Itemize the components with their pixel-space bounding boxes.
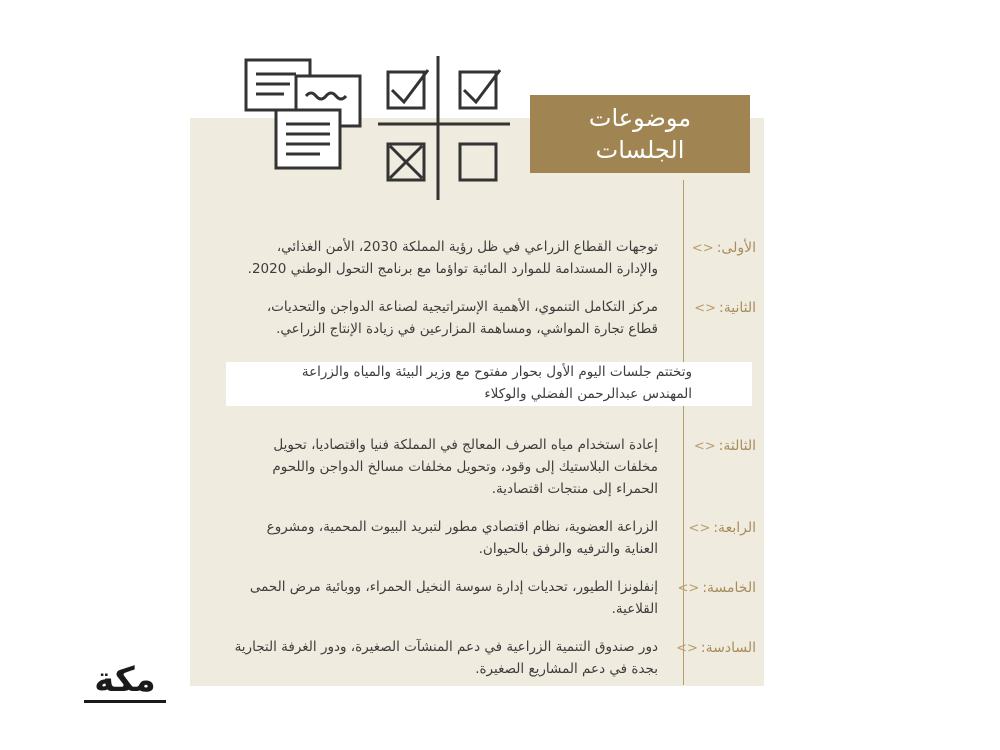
- session-3-label: الثالثة:: [718, 438, 756, 454]
- arrow-icon: <>: [694, 301, 716, 316]
- arrow-icon: <>: [677, 581, 700, 596]
- logo-underline: [84, 700, 166, 703]
- session-5-label: الخامسة:: [702, 580, 756, 596]
- closing-statement: [226, 362, 752, 406]
- session-2-text: [138, 296, 658, 340]
- arrow-icon: <>: [676, 641, 698, 656]
- session-6-label: السادسة:: [700, 640, 756, 656]
- session-6: [140, 636, 756, 686]
- session-3-line-1: إعادة استخدام مياه الصرف المعالج في المملكة فنيا واقتصاديا، تحويل: [273, 437, 658, 453]
- session-2-label: الثانية:: [719, 300, 756, 316]
- session-5-line-1: إنفلونزا الطيور، تحديات إدارة سوسة النخيل الحمراء، ووبائية مرض الحمى: [249, 579, 658, 595]
- title-box: [530, 95, 750, 173]
- session-1-text: [138, 236, 658, 280]
- session-3: [140, 434, 756, 504]
- arrow-icon: <>: [688, 521, 711, 536]
- session-3-line-2: مخلفات البلاستيك إلى وقود، وتحويل مخلفات مسالخ الدواجن واللحوم: [272, 459, 658, 475]
- session-4: [140, 516, 756, 566]
- session-2: [140, 296, 756, 346]
- session-2-line-2: قطاع تجارة المواشي، ومساهمة المزارعين في زيادة الإنتاج الزراعي.: [276, 321, 658, 337]
- session-3-line-3: الحمراء إلى منتجات اقتصادية.: [491, 481, 658, 497]
- session-5-text: [138, 576, 658, 620]
- session-4-line-1: الزراعة العضوية، نظام اقتصادي مطور لتبريد البيوت المحمية، ومشروع: [266, 519, 658, 535]
- title-line-2: الجلسات: [595, 136, 685, 164]
- session-4-line-2: العناية والترفيه والرفق بالحيوان.: [478, 541, 658, 557]
- session-6-line-2: بجدة في دعم المشاريع الصغيرة.: [475, 661, 658, 677]
- session-2-line-1: مركز التكامل التنموي، الأهمية الإستراتيجية لصناعة الدواجن والتحديات،: [266, 299, 658, 315]
- makkah-logo: [80, 660, 170, 710]
- arrow-icon: <>: [691, 241, 714, 256]
- closing-line-1: وتختتم جلسات اليوم الأول بحوار مفتوح مع وزير البيئة والمياه والزراعة: [301, 364, 692, 380]
- session-1: [140, 236, 756, 286]
- session-1-line-2: والإدارة المستدامة للموارد المائية تواؤما مع برنامج التحول الوطني 2020.: [247, 261, 658, 277]
- session-4-label: الرابعة:: [713, 520, 756, 536]
- session-1-label: الأولى:: [716, 240, 756, 256]
- session-4-text: [138, 516, 658, 560]
- documents-checkbox-icon: [240, 52, 540, 202]
- session-5-line-2: القلاعية.: [611, 601, 658, 617]
- session-5: [140, 576, 756, 626]
- session-3-text: [138, 434, 658, 500]
- arrow-icon: <>: [693, 439, 716, 454]
- closing-line-2: المهندس عبدالرحمن الفضلي والوكلاء: [484, 386, 692, 402]
- title-line-1: موضوعات: [588, 104, 692, 132]
- logo-text: مكة: [94, 660, 156, 700]
- session-6-text: [138, 636, 658, 680]
- session-6-line-1: دور صندوق التنمية الزراعية في دعم المنشآت الصغيرة، ودور الغرفة التجارية: [234, 639, 658, 655]
- session-1-line-1: توجهات القطاع الزراعي في ظل رؤية المملكة 2030، الأمن الغذائي،: [276, 239, 658, 255]
